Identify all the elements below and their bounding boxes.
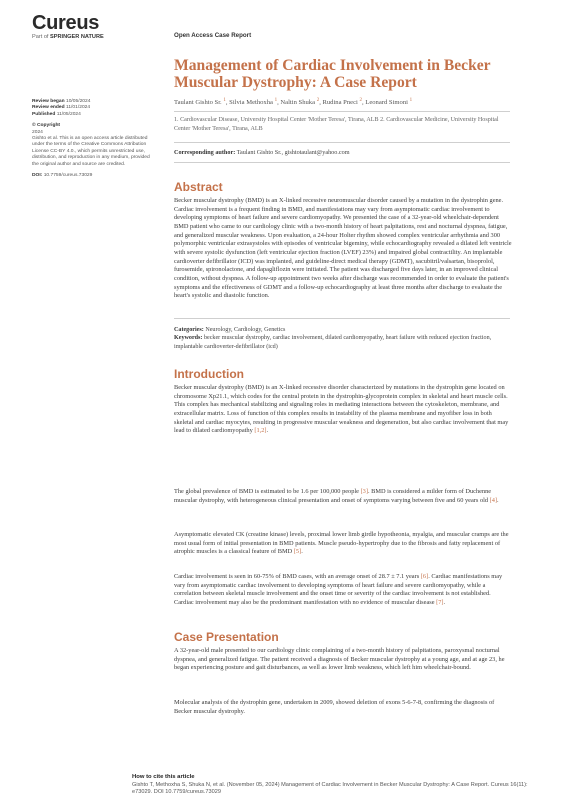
intro-paragraph-4: Cardiac involvement is seen in 60-75% of BMD cases, with an average onset of 28.7 ± 7.1 years [6]. Cardiac manifestations may vary from asymptomatic cardiac involvement to developing symptoms of heart failure and severe cardiomyopathy, while a correlation between skeletal muscle involvement and the onset time or severity of the cardiac involvement is not established. Cardiac involvement may also be the predominant manifestation with no evidence of muscular disease [7]. <box>174 573 503 606</box>
intro-p4-text: Cardiac involvement is seen in 60-75% of BMD cases, with an average onset of 28.7 ± 7.1 years <box>174 573 421 580</box>
categories-block <box>174 326 514 351</box>
author-name[interactable]: Naltin Shuka <box>280 99 316 107</box>
affiliation-marker: 1 <box>409 98 413 103</box>
review-began-label: Review began <box>32 99 65 104</box>
corresponding-author <box>174 149 350 156</box>
affiliation-marker: 1 <box>223 98 226 103</box>
intro-paragraph-1: Becker muscular dystrophy (BMD) is an X-linked recessive disorder characterized by mutations in the dystrophin gene located on chromosome Xp21.1, which codes for the central protein in the dystrophin-glycoprotein complex in skeletal and heart muscle cells. This complex has mechanical stabilizing and signaling roles in mediating interactions between the cytoskeleton, membrane, and extracellular matrix. Loss of function of this complex results in instability of the plasma membrane and myofiber loss in both skeletal and cardiac myocytes, resulting in progressive muscular weakness and degeneration, but also cardiac involvement that may lead to dilated cardiomyopathy [1,2]. <box>174 384 509 435</box>
categories-label: Categories: <box>174 327 204 333</box>
abstract-heading: Abstract <box>174 180 223 194</box>
journal-logo: Cureus <box>32 12 100 34</box>
case-paragraph-2: Molecular analysis of the dystrophin gene, undertaken in 2009, showed deletion of exons 5-6-7-8, confirming the diagnosis of Becker muscular dystrophy. <box>174 699 495 715</box>
citation-link[interactable]: [1,2] <box>254 427 267 435</box>
citation-link[interactable]: [7] <box>436 598 444 606</box>
citation-link[interactable]: [6] <box>420 573 429 580</box>
author-name[interactable]: Taulant Gishto Sr. <box>174 99 222 107</box>
categories-row <box>174 326 514 334</box>
divider <box>174 318 510 319</box>
keywords-value: becker muscular dystrophy, cardiac involvement, dilated cardiomyopathy, heart failure with reduced ejection fraction, implantable cardioverter-defibrillator (icd) <box>174 335 492 350</box>
how-to-cite-heading: How to cite this article <box>132 774 195 780</box>
case-paragraph-1: A 32-year-old male presented to our cardiology clinic complaining of a two-month history of palpitations, paroxysmal nocturnal dyspnea, and generalized fatigue. The patient received a diagnosis of Becker muscular dystrophy at a young age, and at age 23, he began experiencing posture and gait disturbances, as well as lower limb weakness, which left him wheelchair-bound. <box>174 647 505 672</box>
part-of-text: Part of <box>32 34 49 40</box>
introduction-heading: Introduction <box>174 367 244 381</box>
license-text: Gishto et al. This is an open access article distributed under the terms of the Creative Commons Attribution License CC-BY 4.0., which permits unrestricted use, distribution, and reproduction in any medium, provided the original author and source are credited. <box>32 136 150 167</box>
intro-paragraph-3: Asymptomatic elevated CK (creatine kinase) levels, proximal lower limb girdle hypotheonia, myalgia, and muscular cramps are the most usual form of initial presentation in BMD patients. Muscle pseudo-hypertrophy due to the fibrosis and fatty replacement of atrophic muscles is a classical feature of BMD [5]. <box>174 531 509 556</box>
doi-label: DOI: <box>32 173 43 179</box>
author-name[interactable]: Leonard Simoni <box>365 99 408 107</box>
categories-value: Neurology, Cardiology, Genetics <box>205 327 286 333</box>
doi-row <box>32 173 154 179</box>
author-name[interactable]: Silvia Methoxha <box>229 99 273 107</box>
divider <box>174 111 510 112</box>
affiliation-marker: 1 <box>274 98 278 103</box>
divider <box>174 142 510 143</box>
copyright-year: 2024 <box>32 129 43 135</box>
copyright-label: © Copyright <box>32 123 61 129</box>
article-title: Management of Cardiac Involvement in Becker Muscular Dystrophy: A Case Report <box>174 57 491 92</box>
affiliation-marker: 2 <box>359 98 362 103</box>
author-name[interactable]: Rudina Pneci <box>322 99 358 107</box>
divider <box>174 162 510 163</box>
intro-p2-text: The global prevalence of BMD is estimated to be 1.6 per 100,000 people <box>174 488 361 495</box>
review-ended-date: 11/01/2024 <box>65 105 91 111</box>
intro-p3-text: Asymptomatic elevated CK (creatine kinase) levels, proximal lower limb girdle hypotheonia, myalgia, and muscular cramps are the most usual form of initial presentation in BMD patients. Muscle pseudo-hypertrophy due to the fibrosis and fatty replacement of atrophic muscles is a classical feature of BMD <box>174 531 509 556</box>
affiliation-marker: 2 <box>316 98 320 103</box>
doi-value[interactable]: 10.7759/cureus.73029 <box>43 173 93 179</box>
intro-paragraph-2: The global prevalence of BMD is estimated to be 1.6 per 100,000 people [3]. BMD is considered a milder form of Duchenne muscular dystrophy, with heterogeneous clinical presentation and onset of symptoms varying between five and 60 years old [4]. <box>174 488 499 504</box>
intro-p2-text-cont: . BMD is considered a milder form of Duchenne muscular dystrophy, with heterogeneous clinical presentation and onset of symptoms varying between five and 60 years old <box>174 488 492 504</box>
published-label: Published <box>32 111 56 117</box>
intro-p4-text-cont: . Cardiac manifestations may vary from asymptomatic cardiac involvement to developing symptoms of heart failure and severe cardiomyopathy, while a correlation between skeletal muscle involvement and the onset time or severity of the cardiac involvement is not established. Cardiac involvement may also be the predominant manifestation with no evidence of muscular disease <box>174 573 503 606</box>
published-date: 11/05/2024 <box>56 111 81 117</box>
publisher-brand: SPRINGER NATURE <box>50 34 104 40</box>
abstract-text: Becker muscular dystrophy (BMD) is an X-linked recessive neuromuscular disorder caused by a mutation in the dystrophin gene. Cardiac involvement is a frequent finding in BMD, and manifestations may vary from asymptomatic cardiac involvement to developing symptoms of heart failure and severe cardiomyopathy. We presented the case of a 32-year-old wheelchair-dependent BMD patient who came to our cardiology clinic with a two-month history of heart palpitations, rest and nocturnal dyspnea, fatigue, and generalized muscular weakness. Upon evaluation, a 24-hour Holter rhythm showed complex ventricular arrhythmia and 300 polymorphic ventricular extrasystoles with episodes of ventricular bigeminy, while echocardiography revealed a dilated left ventricle with severe systolic dysfunction (left ventricular ejection fraction (LVEF) 23%) and impaired global contractility. An implantable cardioverter defibrillator (ICD) was implanted, and guideline-direct medical therapy (GDMT), sacubitril/valsartan, bisoprolol, furosemide, spironolactone, and dapagliflozin were initiated. The patient was discharged five days later, in an improved clinical condition, without dyspnea. A follow-up appointment two weeks after discharge was recommended in order to evaluate the patient's symptoms and the effectiveness of GDMT and a follow-up echocardiography at least three months after discharge to evaluate the heart's systolic and diastolic function. <box>174 197 512 300</box>
affiliations: 1. Cardiovascular Disease, University Hospital Center 'Mother Teresa', Tirana, ALB 2. Cardiovascular Medicine, University Hospital Center 'Mother Teresa', Tirana, ALB <box>174 117 499 132</box>
case-presentation-heading: Case Presentation <box>174 630 279 644</box>
citation-link[interactable]: [3] <box>360 488 368 495</box>
review-ended-label: Review ended <box>32 105 65 111</box>
keywords-label: Keywords: <box>174 335 203 342</box>
review-began-date: 10/05/2024 <box>65 99 91 104</box>
article-info-sidebar <box>32 99 154 179</box>
article-type-banner: Open Access Case Report <box>174 32 252 39</box>
how-to-cite-text: Gishto T, Methoxha S, Shuka N, et al. (November 05, 2024) Management of Cardiac Involvement in Becker Muscular Dystrophy: A Case Report. Cureus 16(11): e73029. DOI 10.7759/cureus.73029 <box>132 781 528 796</box>
author-list: Taulant Gishto Sr. $^1$, Silvia Methoxha $^1$, Naltin Shuka $^2$, Rudina Pneci $^2$, Leonard Simoni $^1$ <box>174 98 413 107</box>
citation-link[interactable]: [5] <box>293 548 302 556</box>
publisher-line <box>32 34 104 41</box>
corresponding-label: Corresponding author: <box>174 149 236 156</box>
intro-p1-text: Becker muscular dystrophy (BMD) is an X-linked recessive disorder characterized by mutations in the dystrophin gene located on chromosome Xp21.1, which codes for the central protein in the dystrophin-glycoprotein complex in skeletal and heart muscle cells. This complex has mechanical stabilizing and signaling roles in mediating interactions between the cytoskeleton, membrane, and extracellular matrix. Loss of function of this complex results in instability of the plasma membrane and myofiber loss in both skeletal and cardiac myocytes, resulting in progressive muscular weakness and degeneration, but also cardiac involvement that may lead to dilated cardiomyopathy <box>174 384 509 435</box>
how-to-cite <box>132 774 542 797</box>
citation-link[interactable]: [4] <box>489 496 498 504</box>
corresponding-value[interactable]: Taulant Gishto Sr., gishtotaulant@yahoo.com <box>236 149 350 156</box>
keywords-row <box>174 334 514 351</box>
